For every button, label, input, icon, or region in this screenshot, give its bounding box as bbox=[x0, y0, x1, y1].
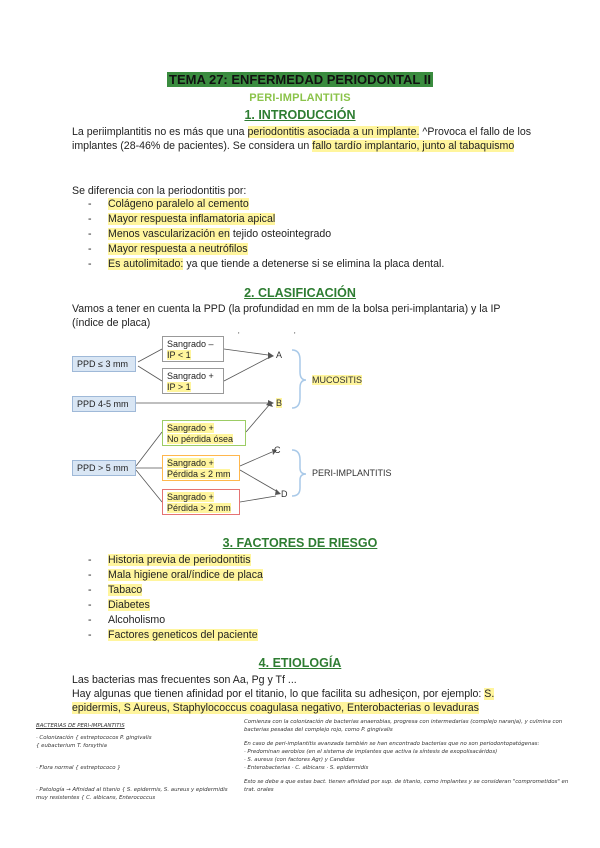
intro-paragraph: La periimplantitis no es más que una periodontitis asociada a un implante. ^Provoca el fallo de los implantes (28-46% de pacientes). Se considera un fallo tardío implantario, junto al tabaquismo bbox=[72, 126, 532, 152]
perdida-gt-2-box: Sangrado + Pérdida > 2 mm bbox=[162, 489, 240, 515]
ppd-le-3-box: PPD ≤ 3 mm bbox=[72, 356, 136, 372]
list-item: - Diabetes bbox=[88, 598, 263, 613]
list-item: - Menos vascularización en tejido osteointegrado bbox=[88, 227, 444, 242]
arrow-line bbox=[240, 452, 272, 466]
arrow-line bbox=[224, 349, 268, 355]
arrow-line bbox=[240, 470, 278, 492]
tick-mark: ' bbox=[238, 331, 240, 340]
mucositis-bracket bbox=[292, 350, 306, 408]
perdida-le-2-box: Sangrado + Pérdida ≤ 2 mm bbox=[162, 455, 240, 481]
arrow-line bbox=[138, 366, 162, 381]
list-item: - Mayor respuesta inflamatoria apical bbox=[88, 212, 444, 227]
node-d: D bbox=[281, 489, 288, 499]
list-item: - Historia previa de periodontitis bbox=[88, 553, 263, 568]
arrow-line bbox=[136, 470, 162, 502]
section-heading-introduccion: 1. INTRODUCCIÓN bbox=[244, 108, 356, 122]
clasificacion-paragraph: Vamos a tener en cuenta la PPD (la profundidad en mm de la bolsa peri-implantaria) y la IP (índice de placa) bbox=[72, 303, 501, 329]
intro-diff-paragraph: Se diferencia con la periodontitis por: bbox=[72, 185, 247, 197]
arrow-line bbox=[240, 496, 276, 502]
periimplantitis-label: PERI-IMPLANTITIS bbox=[312, 468, 392, 478]
periimplantitis-bracket bbox=[292, 450, 306, 496]
list-item: - Tabaco bbox=[88, 583, 263, 598]
ppd-gt-5-box: PPD > 5 mm bbox=[72, 460, 136, 476]
arrow-line bbox=[136, 432, 162, 466]
sangrado-minus-box: Sangrado – IP < 1 bbox=[162, 336, 224, 362]
list-item: - Factores geneticos del paciente bbox=[88, 628, 263, 643]
list-item: - Colágeno paralelo al cemento bbox=[88, 197, 444, 212]
node-c: C bbox=[274, 445, 281, 455]
section-heading-clasificacion: 2. CLASIFICACIÓN bbox=[244, 286, 356, 300]
arrowhead bbox=[268, 352, 274, 359]
ppd-4-5-box: PPD 4-5 mm bbox=[72, 396, 136, 412]
list-item: - Mayor respuesta a neutrófilos bbox=[88, 242, 444, 257]
document-subtitle: PERI-IMPLANTITIS bbox=[249, 92, 351, 104]
mucositis-label: MUCOSITIS bbox=[312, 375, 363, 385]
node-b: B bbox=[276, 398, 283, 408]
risk-factors-list bbox=[88, 553, 263, 643]
document-title: TEMA 27: ENFERMEDAD PERIODONTAL II bbox=[169, 72, 431, 87]
arrow-line bbox=[224, 358, 268, 381]
handwritten-notes-left: BACTERIAS DE PERI-IMPLANTITIS · Colonización { estreptococos P. gingivalis { eubacterium T. forsythia · Flora normal { estreptococo } · Patología → Afinidad al titanio { S. epidermis, S. aureus y epidermidis muy resistentes { C. albicans, Enterococcus bbox=[36, 723, 228, 801]
etiologia-paragraph-2: Hay algunas que tienen afinidad por el titanio, lo que facilita su adhesiçon, por ejemplo: S. epidermis, S Aureus, Staphylococcus coagulasa negativo, Enterobacterias o levaduras bbox=[72, 688, 495, 714]
no-perdida-osea-box: Sangrado + No pérdida ósea bbox=[162, 420, 246, 446]
arrow-line bbox=[138, 349, 162, 362]
section-heading-etiologia: 4. ETIOLOGÍA bbox=[258, 656, 342, 670]
sangrado-plus-box: Sangrado + IP > 1 bbox=[162, 368, 224, 394]
tick-mark: ' bbox=[294, 331, 296, 340]
node-a: A bbox=[276, 350, 283, 360]
list-item: - Alcoholismo bbox=[88, 613, 263, 628]
list-item: - Es autolimitado: ya que tiende a detenerse si se elimina la placa dental. bbox=[88, 257, 444, 272]
arrow-line bbox=[246, 404, 270, 432]
section-heading-factores-riesgo: 3. FACTORES DE RIESGO bbox=[222, 536, 378, 550]
handwritten-notes-right: Comienza con la colonización de bacterias anaerobias, progresa con intermedarias (complejo naranja), y culmina con bacterias pesadas del complejo rojo, como P. gingivalis En caso de peri-implantitis avanzada también se han encontrado bacterias que no son periodontopatógenas: · Predominan aerobios (en el sistema de implantes que activa la síntesis de exopolisacáridos) · S. aureus (con factores Agr) y Candidas · Enterobacterias · C. albicans · S. epidermidis Esto se debe a que estas bact. tienen afinidad por sup. de titanio, como implantes y se consideran "comprometidos" en trat. orales bbox=[244, 719, 569, 793]
list-item: - Mala higiene oral/índice de placa bbox=[88, 568, 263, 583]
etiologia-paragraph-1: Las bacterias mas frecuentes son Aa, Pg y Tf ... bbox=[72, 674, 297, 686]
